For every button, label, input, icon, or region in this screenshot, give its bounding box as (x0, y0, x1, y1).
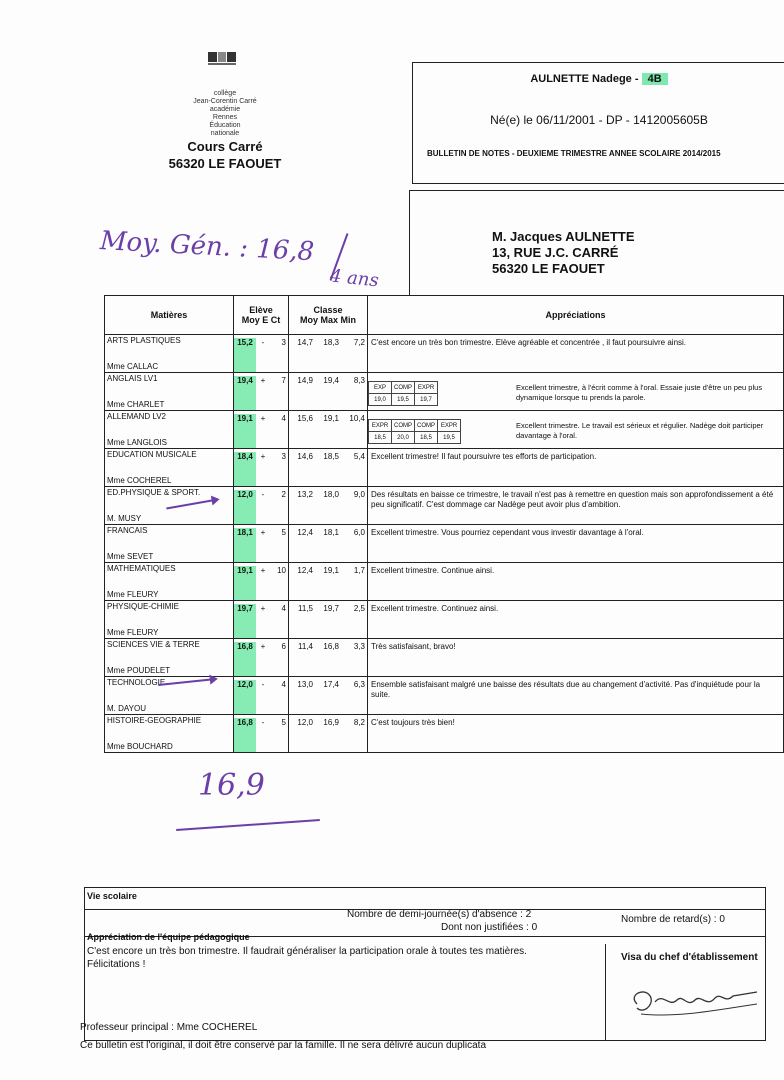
mini-header: EXPR (438, 420, 461, 432)
deviation-sign: - (261, 338, 265, 347)
vie-scolaire-box (84, 887, 766, 1041)
grades-table (104, 295, 784, 753)
appreciation-cell (368, 715, 784, 753)
mini-value: 19,5 (392, 394, 415, 406)
header-eleve (234, 296, 289, 335)
appreciation-cell (368, 563, 784, 601)
deviation-value: 10 (277, 566, 286, 575)
class-stats-cell (289, 677, 368, 715)
grade-rows (105, 335, 784, 753)
skills-table (368, 381, 438, 406)
subject-name: MATHEMATIQUES (107, 564, 176, 573)
subject-name: ALLEMAND LV2 (107, 412, 166, 421)
bulletin-title: BULLETIN DE NOTES - DEUXIEME TRIMESTRE ANNEE SCOLAIRE 2014/2015 (427, 149, 721, 158)
deviation-sign: + (260, 414, 266, 423)
class-min: 8,2 (353, 718, 365, 727)
class-min: 5,4 (353, 452, 365, 461)
class-stats-cell (289, 525, 368, 563)
address-line: M. Jacques AULNETTE (492, 229, 635, 244)
header-eleve-label: Elève (249, 305, 273, 315)
non-justifiees-count: Dont non justifiées : 0 (441, 922, 538, 933)
table-row (105, 563, 784, 601)
subject-name: ED.PHYSIQUE & SPORT. (107, 488, 201, 497)
student-grade-cell (234, 677, 289, 715)
handwritten-underline (176, 819, 320, 831)
appreciation-text: Excellent trimestre. Continue ainsi. (371, 566, 495, 575)
subject-cell (105, 449, 234, 487)
class-average: 12,4 (297, 566, 313, 575)
deviation-sign: + (260, 642, 266, 651)
class-max: 19,1 (323, 566, 339, 575)
mini-value: 19,7 (415, 394, 438, 406)
equipe-text: C'est encore un très bon trimestre. Il faudrait généraliser la participation orale à toutes tes matières. (87, 946, 527, 957)
class-max: 19,4 (323, 376, 339, 385)
class-min: 7,2 (353, 338, 365, 347)
teacher-name: Mme FLEURY (107, 628, 159, 637)
subject-name: ARTS PLASTIQUES (107, 336, 181, 345)
teacher-name: Mme LANGLOIS (107, 438, 168, 447)
student-info-box (412, 62, 784, 184)
school-small-text (180, 90, 270, 138)
appreciation-text: Très satisfaisant, bravo! (371, 642, 456, 651)
school-name-block (150, 138, 300, 172)
table-row (105, 601, 784, 639)
deviation-sign: - (261, 718, 265, 727)
mini-header: COMP (415, 420, 438, 432)
appreciation-text: C'est encore un très bon trimestre. Elève agréable et concentrée , il faut poursuivre ainsi. (371, 338, 687, 347)
class-max: 19,7 (323, 604, 339, 613)
mini-header: EXPR (415, 382, 438, 394)
mini-header: EXP (369, 382, 392, 394)
equipe-title: Appréciation de l'équipe pédagogique (87, 932, 250, 942)
deviation-value: 4 (281, 680, 286, 689)
deviation-sign: + (260, 604, 266, 613)
handwritten-average: Moy. Gén. : 16,8 (99, 226, 315, 268)
class-average: 12,0 (297, 718, 313, 727)
header-eleve-sub: Moy E Ct (241, 315, 281, 325)
divider-vertical (605, 944, 606, 1040)
deviation-value: 7 (281, 376, 286, 385)
signature-icon (607, 974, 763, 1028)
school-line: Éducation (209, 122, 241, 129)
class-min: 6,0 (353, 528, 365, 537)
class-max: 18,0 (323, 490, 339, 499)
deviation-value: 4 (281, 604, 286, 613)
address-line: 56320 LE FAOUET (492, 261, 605, 276)
subject-name: TECHNOLOGIE (107, 678, 166, 687)
vie-scolaire-title: Vie scolaire (87, 891, 137, 901)
student-grade-cell (234, 715, 289, 753)
subject-name: HISTOIRE-GEOGRAPHIE (107, 716, 202, 725)
mini-header: COMP (392, 382, 415, 394)
deviation-sign: - (261, 680, 265, 689)
student-grade-cell (234, 639, 289, 677)
class-average: 15,6 (297, 414, 313, 423)
class-average: 14,7 (297, 338, 313, 347)
deviation-value: 5 (281, 718, 286, 727)
table-row (105, 373, 784, 411)
subject-cell (105, 601, 234, 639)
teacher-name: Mme COCHEREL (107, 476, 172, 485)
class-stats-cell (289, 639, 368, 677)
teacher-name: M. DAYOU (107, 704, 146, 713)
class-max: 17,4 (323, 680, 339, 689)
class-stats-cell (289, 715, 368, 753)
class-average: 12,4 (297, 528, 313, 537)
subject-cell (105, 411, 234, 449)
teacher-name: Mme FLEURY (107, 590, 159, 599)
subject-cell (105, 715, 234, 753)
subject-name: EDUCATION MUSICALE (107, 450, 197, 459)
deviation-sign: + (260, 452, 266, 461)
deviation-value: 5 (281, 528, 286, 537)
teacher-name: Mme CALLAC (107, 362, 159, 371)
student-average: 18,1 (234, 528, 256, 562)
subject-cell (105, 563, 234, 601)
subject-name: FRANCAIS (107, 526, 148, 535)
student-average: 15,2 (234, 338, 256, 372)
table-row (105, 677, 784, 715)
visa-title: Visa du chef d'établissement (621, 952, 758, 963)
student-average: 12,0 (234, 680, 256, 714)
class-stats-cell (289, 373, 368, 411)
appreciation-text: Excellent trimestre. Le travail est sérieux et régulier. Nadège doit participer davantage à l'oral. (516, 421, 764, 440)
student-grade-cell (234, 411, 289, 449)
school-line: collège (213, 90, 237, 97)
class-average: 11,5 (298, 604, 313, 613)
student-grade-cell (234, 563, 289, 601)
class-min: 3,3 (353, 642, 365, 651)
student-line (413, 73, 784, 85)
mini-value: 18,5 (369, 432, 392, 444)
class-max: 18,1 (323, 528, 339, 537)
teacher-name: Mme SEVET (107, 552, 154, 561)
mini-header: EXPR (369, 420, 392, 432)
student-average: 19,7 (234, 604, 256, 638)
header-appreciations: Appréciations (368, 296, 784, 335)
class-max: 16,9 (323, 718, 339, 727)
school-line: nationale (210, 130, 240, 137)
deviation-value: 6 (281, 642, 286, 651)
class-max: 19,1 (323, 414, 339, 423)
header-classe-sub: Moy Max Min (299, 315, 356, 325)
handwritten-note: 4 ans (329, 265, 380, 292)
table-row (105, 639, 784, 677)
table-row (105, 715, 784, 753)
class-stats-cell (289, 563, 368, 601)
teacher-name: Mme BOUCHARD (107, 742, 173, 751)
class-stats-cell (289, 487, 368, 525)
appreciation-text: Excellent trimestre, à l'écrit comme à l'oral. Essaie juste d'être un peu plus dynamique lorsque tu prends la parole. (516, 383, 763, 402)
class-stats-cell (289, 411, 368, 449)
teacher-name: Mme POUDELET (107, 666, 171, 675)
felicitations-text: Félicitations ! (87, 959, 146, 970)
teacher-name: M. MUSY (107, 514, 142, 523)
deviation-value: 3 (281, 452, 286, 461)
appreciation-cell (368, 449, 784, 487)
appreciation-text: Excellent trimestre. Continuez ainsi. (371, 604, 499, 613)
class-average: 11,4 (298, 642, 313, 651)
subject-cell (105, 525, 234, 563)
table-row (105, 487, 784, 525)
retards-count: Nombre de retard(s) : 0 (621, 914, 725, 925)
absences-count: Nombre de demi-journée(s) d'absence : 2 (347, 909, 532, 920)
teacher-name: Mme CHARLET (107, 400, 165, 409)
recipient-address (492, 229, 635, 277)
footer-notice: Ce bulletin est l'original, il doit être conservé par la famille. Il ne sera délivré aucun duplicata (80, 1040, 487, 1051)
header-classe-label: Classe (313, 305, 343, 315)
student-average: 19,1 (234, 566, 256, 600)
deviation-sign: + (260, 566, 266, 575)
professeur-principal: Professeur principal : Mme COCHEREL (80, 1022, 258, 1033)
handwritten-final-average: 16,9 (198, 768, 265, 803)
student-average: 16,8 (234, 718, 256, 752)
mini-value: 19,0 (369, 394, 392, 406)
birth-line: Né(e) le 06/11/2001 - DP - 1412005605B (490, 113, 708, 127)
class-max: 18,3 (323, 338, 339, 347)
subject-cell (105, 373, 234, 411)
student-average: 19,1 (234, 414, 256, 448)
dash: - (634, 73, 642, 85)
appreciation-text: Des résultats en baisse ce trimestre, le travail n'est pas à remettre en question mais son approfondissement a été peu significatif. C'est dommage car Nadège peut avoir plus d'ambition. (371, 490, 774, 509)
table-row (105, 449, 784, 487)
class-max: 16,8 (323, 642, 339, 651)
student-grade-cell (234, 449, 289, 487)
class-average: 13,0 (297, 680, 313, 689)
vie-scolaire-header (85, 888, 765, 910)
equipe-appreciation (87, 945, 587, 971)
header-matieres: Matières (105, 296, 234, 335)
subject-name: PHYSIQUE-CHIMIE (107, 602, 180, 611)
class-average: 13,2 (297, 490, 313, 499)
subject-cell (105, 487, 234, 525)
class-average: 14,9 (297, 376, 313, 385)
deviation-sign: + (260, 376, 266, 385)
student-average: 18,4 (234, 452, 256, 486)
student-grade-cell (234, 373, 289, 411)
recipient-box (409, 190, 784, 296)
class-stats-cell (289, 335, 368, 373)
school-line: académie (209, 106, 241, 113)
class-min: 6,3 (353, 680, 365, 689)
student-average: 19,4 (234, 376, 256, 410)
subject-cell (105, 639, 234, 677)
appreciation-cell (368, 373, 784, 411)
mini-value: 20,0 (392, 432, 415, 444)
appreciation-text: Ensemble satisfaisant malgré une baisse des résultats due au changement d'activité. Pas d'inquiétude pour la suite. (371, 680, 761, 699)
class-min: 9,0 (353, 490, 365, 499)
appreciation-cell (368, 335, 784, 373)
appreciation-text: Excellent trimestre. Vous pourriez cependant vous investir davantage à l'oral. (371, 528, 644, 537)
class-min: 1,7 (353, 566, 365, 575)
school-line: Rennes (212, 114, 238, 121)
deviation-value: 3 (281, 338, 286, 347)
school-city: 56320 LE FAOUET (168, 156, 282, 171)
appreciation-cell (368, 677, 784, 715)
header-classe (289, 296, 368, 335)
student-average: 12,0 (234, 490, 256, 524)
student-grade-cell (234, 487, 289, 525)
subject-name: SCIENCES VIE & TERRE (107, 640, 200, 649)
subject-cell (105, 335, 234, 373)
appreciation-cell (368, 411, 784, 449)
table-header-row (105, 296, 784, 335)
skills-table (368, 419, 461, 444)
class-stats-cell (289, 601, 368, 639)
student-grade-cell (234, 335, 289, 373)
deviation-value: 2 (281, 490, 286, 499)
mini-value: 19,5 (438, 432, 461, 444)
subject-name: ANGLAIS LV1 (107, 374, 158, 383)
appreciation-cell (368, 601, 784, 639)
appreciation-cell (368, 525, 784, 563)
appreciation-cell (368, 639, 784, 677)
appreciation-text: Excellent trimestre! Il faut poursuivre tes efforts de participation. (371, 452, 597, 461)
class-min: 10,4 (349, 414, 365, 423)
deviation-value: 4 (281, 414, 286, 423)
appreciation-text: C'est toujours très bien! (371, 718, 455, 727)
class-min: 2,5 (353, 604, 365, 613)
school-name: Cours Carré (187, 139, 263, 154)
mini-header: COMP (392, 420, 415, 432)
student-class: 4B (642, 73, 668, 85)
mini-value: 18,5 (415, 432, 438, 444)
class-min: 8,3 (353, 376, 365, 385)
table-row (105, 525, 784, 563)
student-grade-cell (234, 525, 289, 563)
class-average: 14,6 (297, 452, 313, 461)
school-line: Jean-Corentin Carré (193, 98, 257, 105)
address-line: 13, RUE J.C. CARRÉ (492, 245, 619, 260)
appreciation-cell (368, 487, 784, 525)
student-average: 16,8 (234, 642, 256, 676)
deviation-sign: - (261, 490, 265, 499)
table-row (105, 335, 784, 373)
deviation-sign: + (260, 528, 266, 537)
class-stats-cell (289, 449, 368, 487)
marianne-logo-icon (208, 52, 236, 66)
class-max: 18,5 (323, 452, 339, 461)
student-name: AULNETTE Nadege (530, 73, 632, 85)
table-row (105, 411, 784, 449)
student-grade-cell (234, 601, 289, 639)
